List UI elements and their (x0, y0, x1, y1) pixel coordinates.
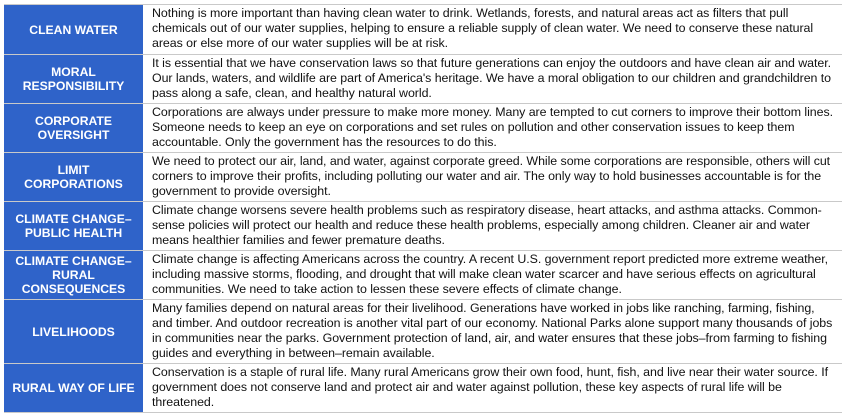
table-row-rural-way-of-life (4, 364, 842, 413)
table-row-moral-responsibility (4, 55, 842, 104)
row-label: RURAL WAY OF LIFE (4, 364, 148, 412)
row-text: Climate change worsens severe health problems such as respiratory disease, heart attacks, and asthma attacks. Common-sense policies will protect our health and reduce these health problems, especially among children. Cleaner air and water means healthier families and fewer premature deaths. (152, 203, 822, 247)
row-label: CORPORATE OVERSIGHT (4, 104, 148, 152)
messaging-table (4, 4, 842, 413)
row-label: MORAL RESPONSIBILITY (4, 55, 148, 103)
row-label: CLEAN WATER (4, 5, 148, 54)
table-row-livelihoods (4, 300, 842, 364)
table-row-corporate-oversight (4, 104, 842, 153)
row-label: LIMIT CORPORATIONS (4, 153, 148, 201)
row-text: Climate change is affecting Americans across the country. A recent U.S. government report predicted more extreme weather, including massive storms, flooding, and drought that will make clean water scarcer and have serious effects on agricultural communities. We need to take action to lessen these severe effects of climate change. (152, 252, 828, 296)
table-row-limit-corporations (4, 153, 842, 202)
table-row-clean-water (4, 4, 842, 55)
row-label: LIVELIHOODS (4, 300, 148, 363)
row-text: We need to protect our air, land, and water, against corporate greed. While some corporations are responsible, others will cut corners to improve their profits, including polluting our water and air. The only way to hold businesses accountable is for the government to provide oversight. (152, 154, 831, 198)
table-row-climate-public-health (4, 202, 842, 251)
row-text: Corporations are always under pressure to make more money. Many are tempted to cut corners to improve their bottom lines. Someone needs to keep an eye on corporations and set rules on pollution and other conservation issues to keep them accountable. Only the government has the resources to do this. (152, 105, 834, 149)
row-label: CLIMATE CHANGE– PUBLIC HEALTH (4, 202, 148, 250)
row-text: Conservation is a staple of rural life. Many rural Americans grow their own food, hunt, fish, and live near their water source. If government does not conserve land and protect air and water against pollution, these key aspects of rural life will be threatened. (152, 365, 828, 409)
row-text: Nothing is more important than having clean water to drink. Wetlands, forests, and natural areas act as filters that pull chemicals out of our water supplies, helping to ensure a reliable supply of clean water. We need to conserve these natural areas or else more of our water supplies will be at risk. (152, 6, 814, 50)
row-text: Many families depend on natural areas for their livelihood. Generations have worked in jobs like ranching, farming, fishing, and timber. And outdoor recreation is another vital part of our economy. National Parks alone support many thousands of jobs in communities near the parks. Government protection of land, air, and water ensures that these jobs–from farming to fishing guides and everything in between–remain available. (152, 301, 833, 360)
table-row-climate-rural-consequences (4, 251, 842, 300)
row-text: It is essential that we have conservation laws so that future generations can enjoy the outdoors and have clean air and water. Our lands, waters, and wildlife are part of America's heritage. We have a moral obligation to our children and grandchildren to pass along a safe, clean, and healthy natural world. (152, 56, 832, 100)
row-label: CLIMATE CHANGE– RURAL CONSEQUENCES (4, 251, 148, 299)
